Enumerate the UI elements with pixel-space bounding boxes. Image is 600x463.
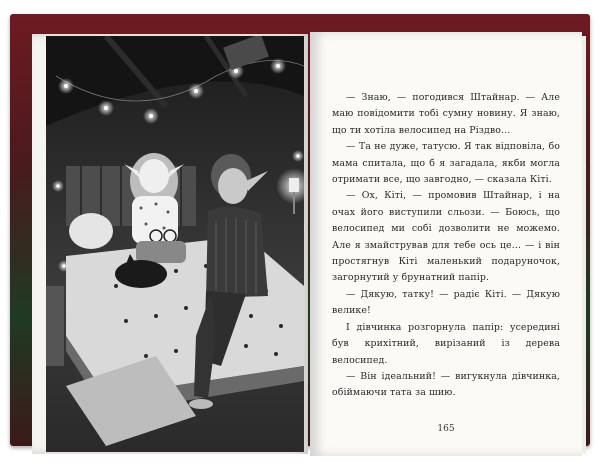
paragraph: — Знаю, — погодився Штайнар. — Але маю повідомити тобі сумну новину. Я знаю, що ти хотіла велосипед на Різдво… <box>332 92 560 136</box>
right-page <box>310 32 582 456</box>
paragraph: — Та не дуже, татусю. Я так відповіла, бо мама спитала, що б я загадала, якби могла отримати все, що завгодно, — сказала Кіті. <box>332 141 560 186</box>
left-page <box>32 34 308 454</box>
story-text <box>332 90 560 402</box>
illustration-elf-father-and-daughter <box>46 36 304 452</box>
paragraph: — Ох, Кіті, — промовив Штайнар, і на очах його виступили сльози. — Боюсь, що велосипед ми собі дозволити не можемо. Але я змайстрував для тебе ось це… — і він простягнув Кіті маленький подаруночок, загорнутий у брунатний папір. <box>332 190 560 284</box>
paragraph: І дівчинка розгорнула папір: усередині був крихітний, вирізаний із дерева велосипед. <box>332 321 560 366</box>
book-cover <box>10 14 590 446</box>
page-number: 165 <box>437 424 455 434</box>
paragraph: — Він ідеальний! — вигукнула дівчинка, обіймаючи тата за шию. <box>332 370 560 399</box>
paragraph: — Дякую, татку! — радіє Кіті. — Дякую велике! <box>332 288 560 317</box>
cat <box>115 260 167 288</box>
